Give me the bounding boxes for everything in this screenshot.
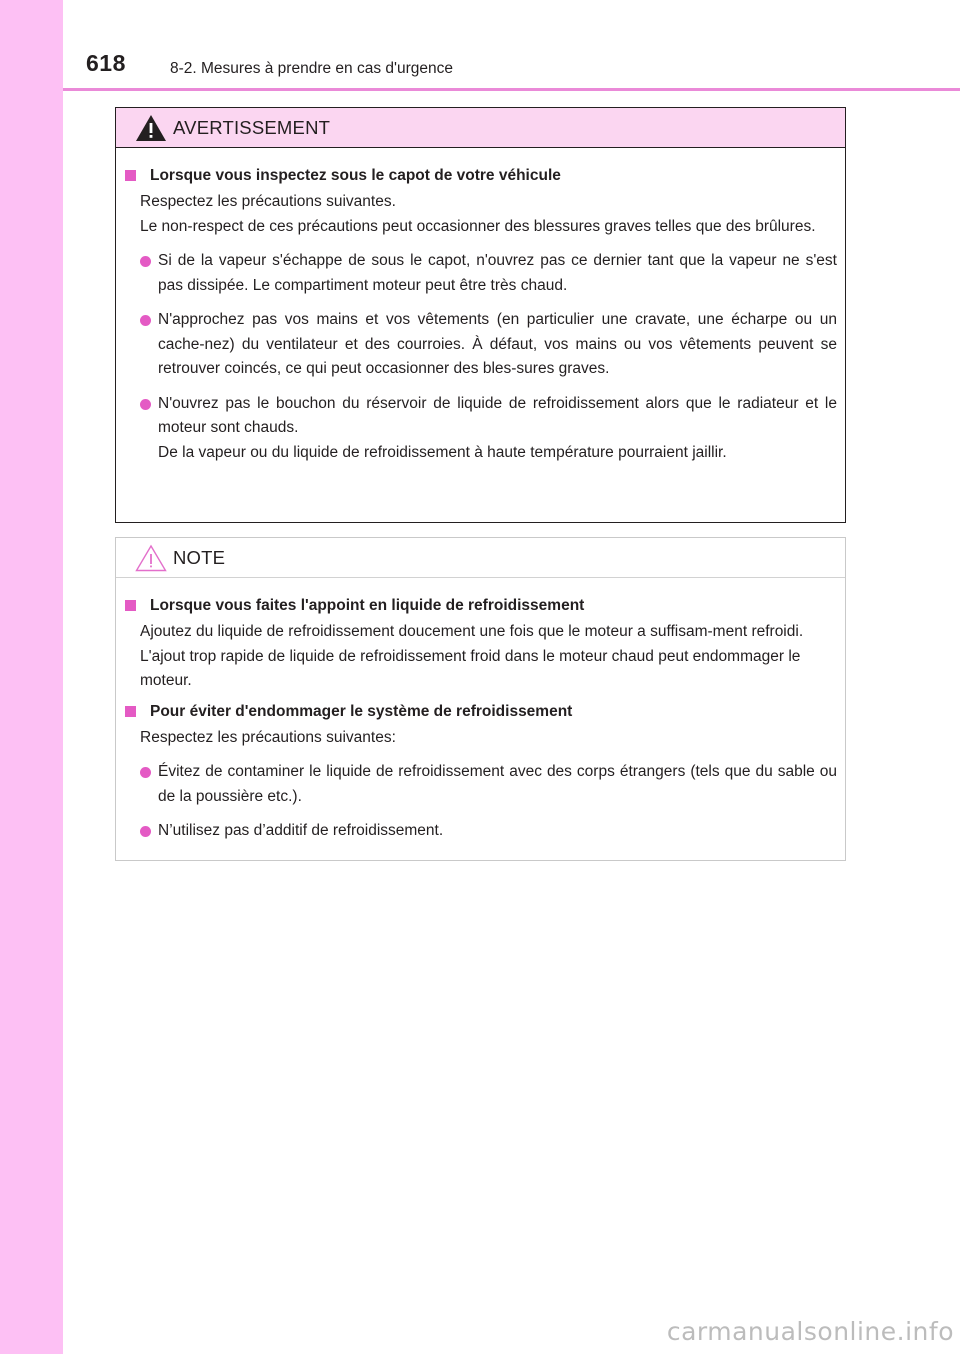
watermark: carmanualsonline.info bbox=[666, 1317, 954, 1346]
warning-intro-line1: Respectez les précautions suivantes. bbox=[140, 193, 396, 210]
page-header bbox=[63, 0, 960, 90]
circle-bullet-icon bbox=[140, 767, 151, 778]
note-content bbox=[116, 596, 845, 844]
page-number: 618 bbox=[86, 50, 126, 76]
note-bullet bbox=[116, 819, 837, 844]
note-heading-text: Pour éviter d'endommager le système de refroidissement bbox=[150, 702, 573, 720]
circle-bullet-icon bbox=[140, 826, 151, 837]
warning-bullet-text: Si de la vapeur s'échappe de sous le capot, n'ouvrez pas ce dernier tant que la vapeur ne s'est pas dissipée. Le compartiment moteur peut être très chaud. bbox=[158, 252, 837, 294]
section-title: 8-2. Mesures à prendre en cas d'urgence bbox=[170, 60, 453, 77]
note-box-header bbox=[116, 538, 845, 578]
side-strip bbox=[0, 0, 63, 1354]
note-bullet-text: Évitez de contaminer le liquide de refroidissement avec des corps étrangers (tels que du sable ou de la poussière etc.). bbox=[158, 763, 837, 805]
square-bullet-icon bbox=[125, 706, 136, 717]
warning-bullet bbox=[116, 308, 837, 382]
warning-intro bbox=[140, 190, 831, 239]
note-bullet-text: N’utilisez pas d’additif de refroidissement. bbox=[158, 822, 444, 839]
circle-bullet-icon bbox=[140, 399, 151, 410]
square-bullet-icon bbox=[125, 600, 136, 611]
note-paragraph: Respectez les précautions suivantes: bbox=[140, 728, 396, 746]
note-title: NOTE bbox=[173, 547, 226, 568]
warning-heading bbox=[125, 166, 837, 186]
circle-bullet-icon bbox=[140, 256, 151, 267]
warning-box bbox=[115, 107, 846, 523]
warning-bullet-text: N'approchez pas vos mains et vos vêtements (en particulier une cravate, une écharpe ou un cache-nez) du ventilateur et des courroies. À défaut, vos mains ou vos vêtements peuvent se retrouver coincés, ce qui peut occasionner des bles-sures graves. bbox=[158, 311, 837, 377]
square-bullet-icon bbox=[125, 170, 136, 181]
header-divider bbox=[63, 88, 960, 91]
warning-intro-line2: Le non-respect de ces précautions peut occasionner des blessures graves telles que des brûlures. bbox=[140, 217, 816, 235]
note-bullet bbox=[116, 760, 837, 809]
caution-triangle-icon bbox=[135, 544, 167, 572]
note-heading-text: Lorsque vous faites l'appoint en liquide de refroidissement bbox=[150, 597, 585, 614]
warning-bullet-continuation: De la vapeur ou du liquide de refroidissement à haute température pourraient jaillir. bbox=[158, 443, 727, 461]
warning-bullet-text: N'ouvrez pas le bouchon du réservoir de liquide de refroidissement alors que le radiateur et le moteur sont chauds. bbox=[158, 394, 837, 436]
warning-bullet bbox=[116, 392, 837, 466]
warning-box-header bbox=[116, 108, 845, 148]
warning-title: AVERTISSEMENT bbox=[173, 117, 331, 138]
note-paragraph: Ajoutez du liquide de refroidissement doucement une fois que le moteur a suffisam-ment refroidi. L'ajout trop rapide de liquide de refroidissement froid dans le moteur chaud peut endommager le moteur. bbox=[140, 623, 804, 689]
warning-content bbox=[116, 166, 845, 465]
note-heading bbox=[125, 596, 837, 616]
warning-triangle-icon bbox=[135, 114, 167, 142]
note-box bbox=[115, 537, 846, 861]
note-heading bbox=[125, 702, 837, 722]
circle-bullet-icon bbox=[140, 315, 151, 326]
warning-heading-text: Lorsque vous inspectez sous le capot de votre véhicule bbox=[150, 167, 561, 184]
warning-bullet bbox=[116, 249, 837, 298]
